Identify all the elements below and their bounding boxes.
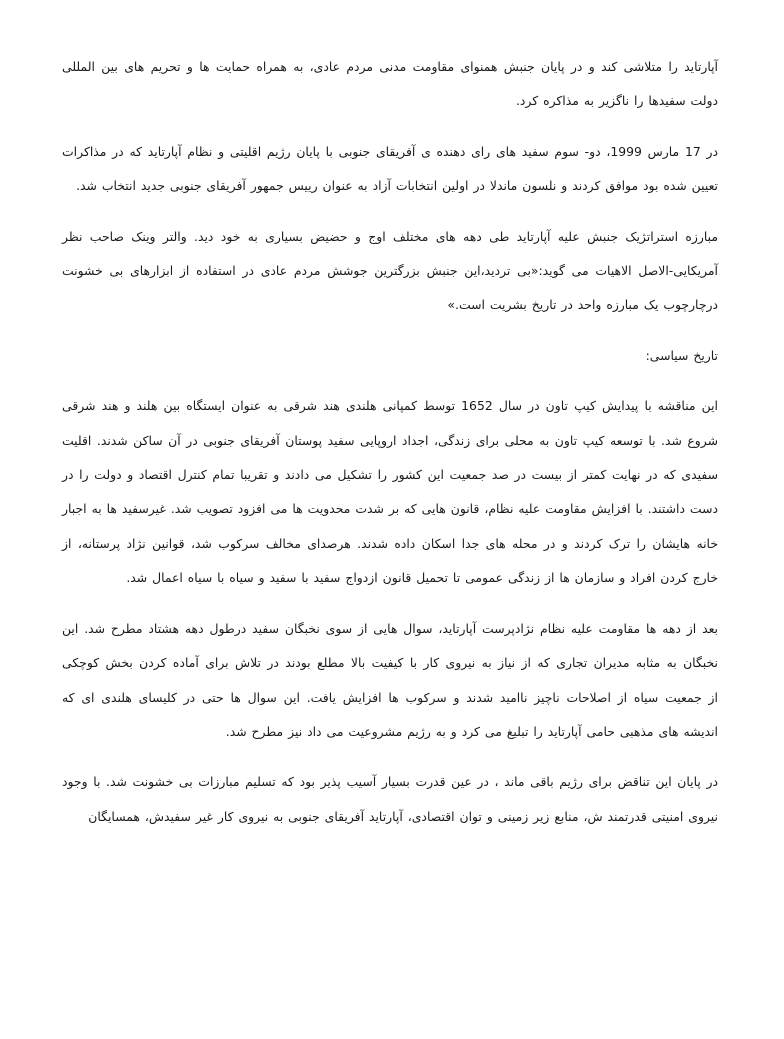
paragraph [62,50,718,119]
document-body [62,50,718,850]
text-line: آپارتاید را متلاشی کند و در پایان جنبش همنوای مقاومت مدنی مردم عادی، به همراه حمایت ها و تحریم های بین المللی [62,59,718,74]
text-line: خارج کردن افراد و سازمان ها از زندگی عمومی تا تحمیل قانون ازدواج سفید با سفید و سیاه با سیاه اعمال شد. [126,570,718,586]
section-heading [62,339,718,373]
text-line: درچارچوب یک مبارزه واحد در تاریخ بشریت است.» [447,297,718,313]
text-line: نیروی امنیتی قدرتمند ش، منابع زیر زمینی و توان اقتصادی، آپارتاید آفریقای جنوبی به نیروی کار غیر سفیدش، همسایگان [88,808,718,824]
text-line: سفیدی که در نهایت کمتر از بیست در صد جمعیت این کشور را تشکیل می دادند و تقریبا تمام کنترل اقتصاد و دولت را در [62,467,718,483]
text-line: تاریخ سیاسی: [645,347,718,363]
text-line: از جمعیت سیاه از اصلاحات ناچیز ناامید شدند و سرکوب ها افزایش یافت. این سوال ها حتی در کلیسای هلندی ای که [62,689,718,705]
text-line: در پایان این تناقض برای رژیم باقی ماند ، در عین قدرت بسیار آسیب پذیر بود که تسلیم مبارزات بی خشونت شد. با وجود [62,774,718,790]
text-line: آمریکایی-الاصل الاهیات می گوید:«بی تردید،این جنبش بزرگترین جوشش مردم عادی در استفاده از ابزارهای بی خشونت [62,263,718,279]
text-line: نخبگان به مثابه مدیران تجاری که از نیاز به نیروی کار با کیفیت بالا مطلع بودند در تلاش برای آماده کردن بخش کوچکی [62,655,718,671]
text-line: این مناقشه با پیدایش کیپ تاون در سال 1652 توسط کمپانی هلندی هند شرقی به عنوان ایستگاه بین هلند و هند شرقی [62,398,718,414]
paragraph [62,612,718,750]
text-line: شروع شد. با توسعه کیپ تاون به محلی برای زندگی، اجداد اروپایی سفید پوستان آفریقای جنوبی در آن ساکن شدند. اقلیت [62,432,718,448]
text-line: دست داشتند. با افزایش مقاومت علیه نظام، قانون هایی که بر شدت محدویت ها می افزود تصویب شد. غیرسفید ها به اجبار [62,501,718,517]
text-line: مبارزه استراتژیک جنبش علیه آپارتاید طی دهه های مختلف اوج و حضیض بسیاری به خود دید. والتر وینک صاحب نظر [62,228,718,244]
paragraph [62,765,718,834]
text-line: بعد از دهه ها مقاومت علیه نظام نژادپرست آپارتاید، سوال هایی از سوی نخبگان سفید درطول دهه هشتاد مطرح شد. این [62,620,718,636]
paragraph [62,389,718,595]
paragraph [62,220,718,323]
text-line: دولت سفیدها را ناگزیر به مذاکره کرد. [515,93,718,109]
text-line: خانه هایشان را ترک کردند و در محله های جدا اسکان داده شدند. هرصدای مخالف سرکوب شد، قوانین نژاد پرستانه، از [62,535,718,551]
paragraph [62,135,718,204]
text-line: اندیشه های مذهبی حامی آپارتاید را تبلیغ می کرد و به رژیم مشروعیت می داد نیز مطرح شد. [225,723,718,739]
text-line: تعیین شده بود موافق کردند و نلسون ماندلا در اولین انتخابات آزاد به عنوان رییس جمهور آفریقای جنوبی جدید انتخاب شد. [76,178,718,194]
text-line: در 17 مارس 1999، دو- سوم سفید های رای دهنده ی آفریقای جنوبی با پایان رژیم اقلیتی و نظام آپارتاید که در مذاکرات [62,143,718,159]
